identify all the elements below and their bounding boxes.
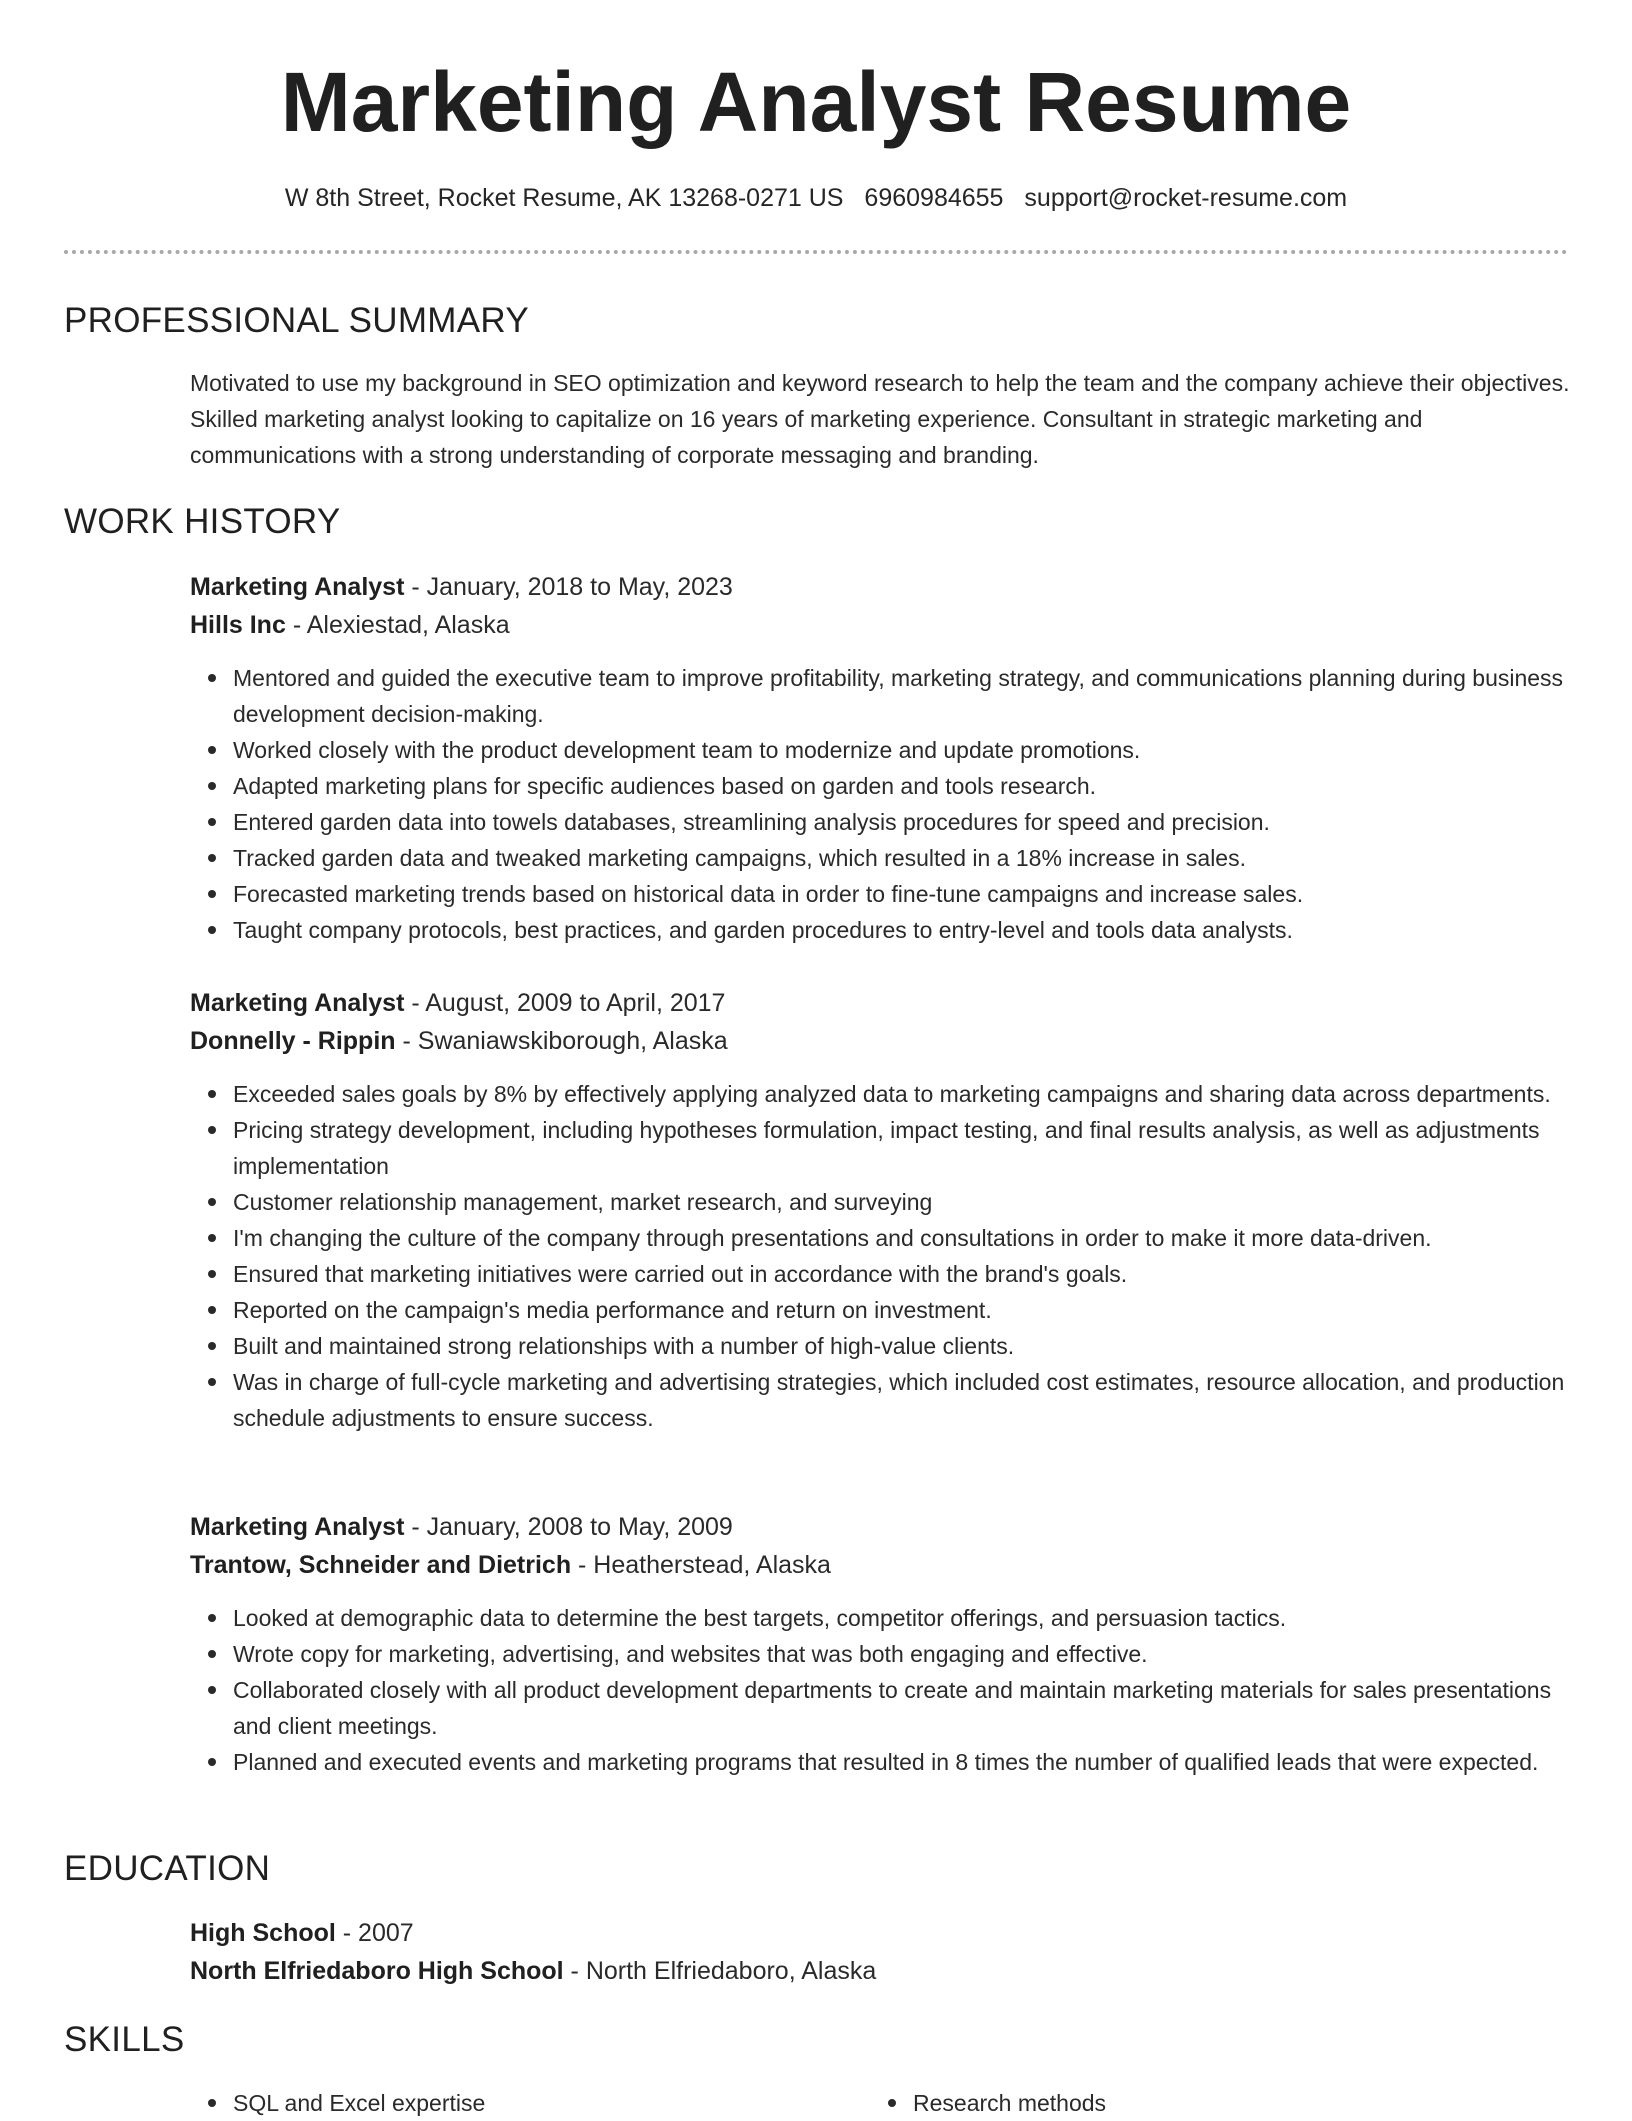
list-item: Ensured that marketing initiatives were carried out in accordance with the brand's goals. [233,1256,1570,1292]
section-heading-education: EDUCATION [64,1849,271,1888]
contact-address: W 8th Street, Rocket Resume, AK 13268-0271 US [284,184,844,212]
education-degree-line [190,1914,1570,1952]
list-item: Built and maintained strong relationships with a number of high-value clients. [233,1328,1570,1364]
list-item: Worked closely with the product development team to modernize and update promotions. [233,732,1570,768]
job-bullets [190,1600,1570,1780]
list-item: Wrote copy for marketing, advertising, and websites that was both engaging and effective. [233,1636,1570,1672]
resume-title: Marketing Analyst Resume [280,55,1352,149]
list-item: Exceeded sales goals by 8% by effectively applying analyzed data to marketing campaigns and sharing data across departments. [233,1076,1570,1112]
job-location: - Swaniawskiborough, Alaska [395,1027,728,1055]
job-bullets [190,660,1570,948]
list-item: Customer relationship management, market research, and surveying [233,1184,1570,1220]
contact-phone: 6960984655 [864,184,1004,212]
list-item: Adapted marketing plans for specific audiences based on garden and tools research. [233,768,1570,804]
job-title-line [190,984,1570,1022]
job-title: Marketing Analyst [190,1513,405,1541]
job-title: Marketing Analyst [190,573,405,601]
education-degree: High School [190,1919,336,1947]
job-company-line [190,1546,1570,1584]
list-item: Collaborated closely with all product development departments to create and maintain marketing materials for sales presentations and client meetings. [233,1672,1570,1744]
job-title-line [190,1508,1570,1546]
job-entry [190,1508,1570,1780]
job-company: Donnelly - Rippin [190,1027,396,1055]
contact-email: support@rocket-resume.com [1024,184,1348,212]
list-item: Tracked garden data and tweaked marketing campaigns, which resulted in a 18% increase in sales. [233,840,1570,876]
job-company: Trantow, Schneider and Dietrich [190,1551,572,1579]
education-school-line [190,1952,1570,1990]
job-dates: - January, 2008 to May, 2009 [404,1513,733,1541]
skills-column-left [190,2085,870,2121]
job-company: Hills Inc [190,611,286,639]
job-company-line [190,1022,1570,1060]
job-dates: - January, 2018 to May, 2023 [404,573,733,601]
job-entry [190,568,1570,948]
list-item: Planned and executed events and marketing programs that resulted in 8 times the number of qualified leads that were expected. [233,1744,1570,1780]
list-item: Was in charge of full-cycle marketing and advertising strategies, which included cost estimates, resource allocation, and production schedule adjustments to ensure success. [233,1364,1570,1436]
job-title-line [190,568,1570,606]
skills-list [190,2085,1570,2121]
education-entry [190,1914,1570,1990]
list-item: I'm changing the culture of the company through presentations and consultations in order to make it more data-driven. [233,1220,1570,1256]
job-dates: - August, 2009 to April, 2017 [404,989,726,1017]
list-item: Entered garden data into towels databases, streamlining analysis procedures for speed and precision. [233,804,1570,840]
skills-column-right [870,2085,1550,2121]
list-item: Looked at demographic data to determine the best targets, competitor offerings, and persuasion tactics. [233,1600,1570,1636]
section-heading-skills: SKILLS [64,2020,185,2059]
list-item: Reported on the campaign's media performance and return on investment. [233,1292,1570,1328]
education-school: North Elfriedaboro High School [190,1957,564,1985]
section-heading-summary: PROFESSIONAL SUMMARY [64,301,529,340]
education-location: - North Elfriedaboro, Alaska [563,1957,877,1985]
list-item: Taught company protocols, best practices, and garden procedures to entry-level and tools data analysts. [233,912,1570,948]
job-entry [190,984,1570,1436]
job-location: - Heatherstead, Alaska [571,1551,831,1579]
summary-text: Motivated to use my background in SEO optimization and keyword research to help the team and the company achieve their objectives. Skilled marketing analyst looking to capitalize on 16 years of marketing experience. Consultant in strategic marketing and communications with a strong understanding of corporate messaging and branding. [190,370,1570,468]
job-title: Marketing Analyst [190,989,405,1017]
list-item: Pricing strategy development, including hypotheses formulation, impact testing, and final results analysis, as well as adjustments implementation [233,1112,1570,1184]
contact-line [0,180,1632,216]
list-item: Research methods [913,2085,1550,2121]
header-divider [64,250,1568,254]
list-item: Mentored and guided the executive team to improve profitability, marketing strategy, and communications planning during business development decision-making. [233,660,1570,732]
section-heading-work-history: WORK HISTORY [64,502,341,541]
job-company-line [190,606,1570,644]
job-bullets [190,1076,1570,1436]
list-item: Forecasted marketing trends based on historical data in order to fine-tune campaigns and increase sales. [233,876,1570,912]
education-year: - 2007 [335,1919,414,1947]
job-location: - Alexiestad, Alaska [285,611,510,639]
list-item: SQL and Excel expertise [233,2085,870,2121]
